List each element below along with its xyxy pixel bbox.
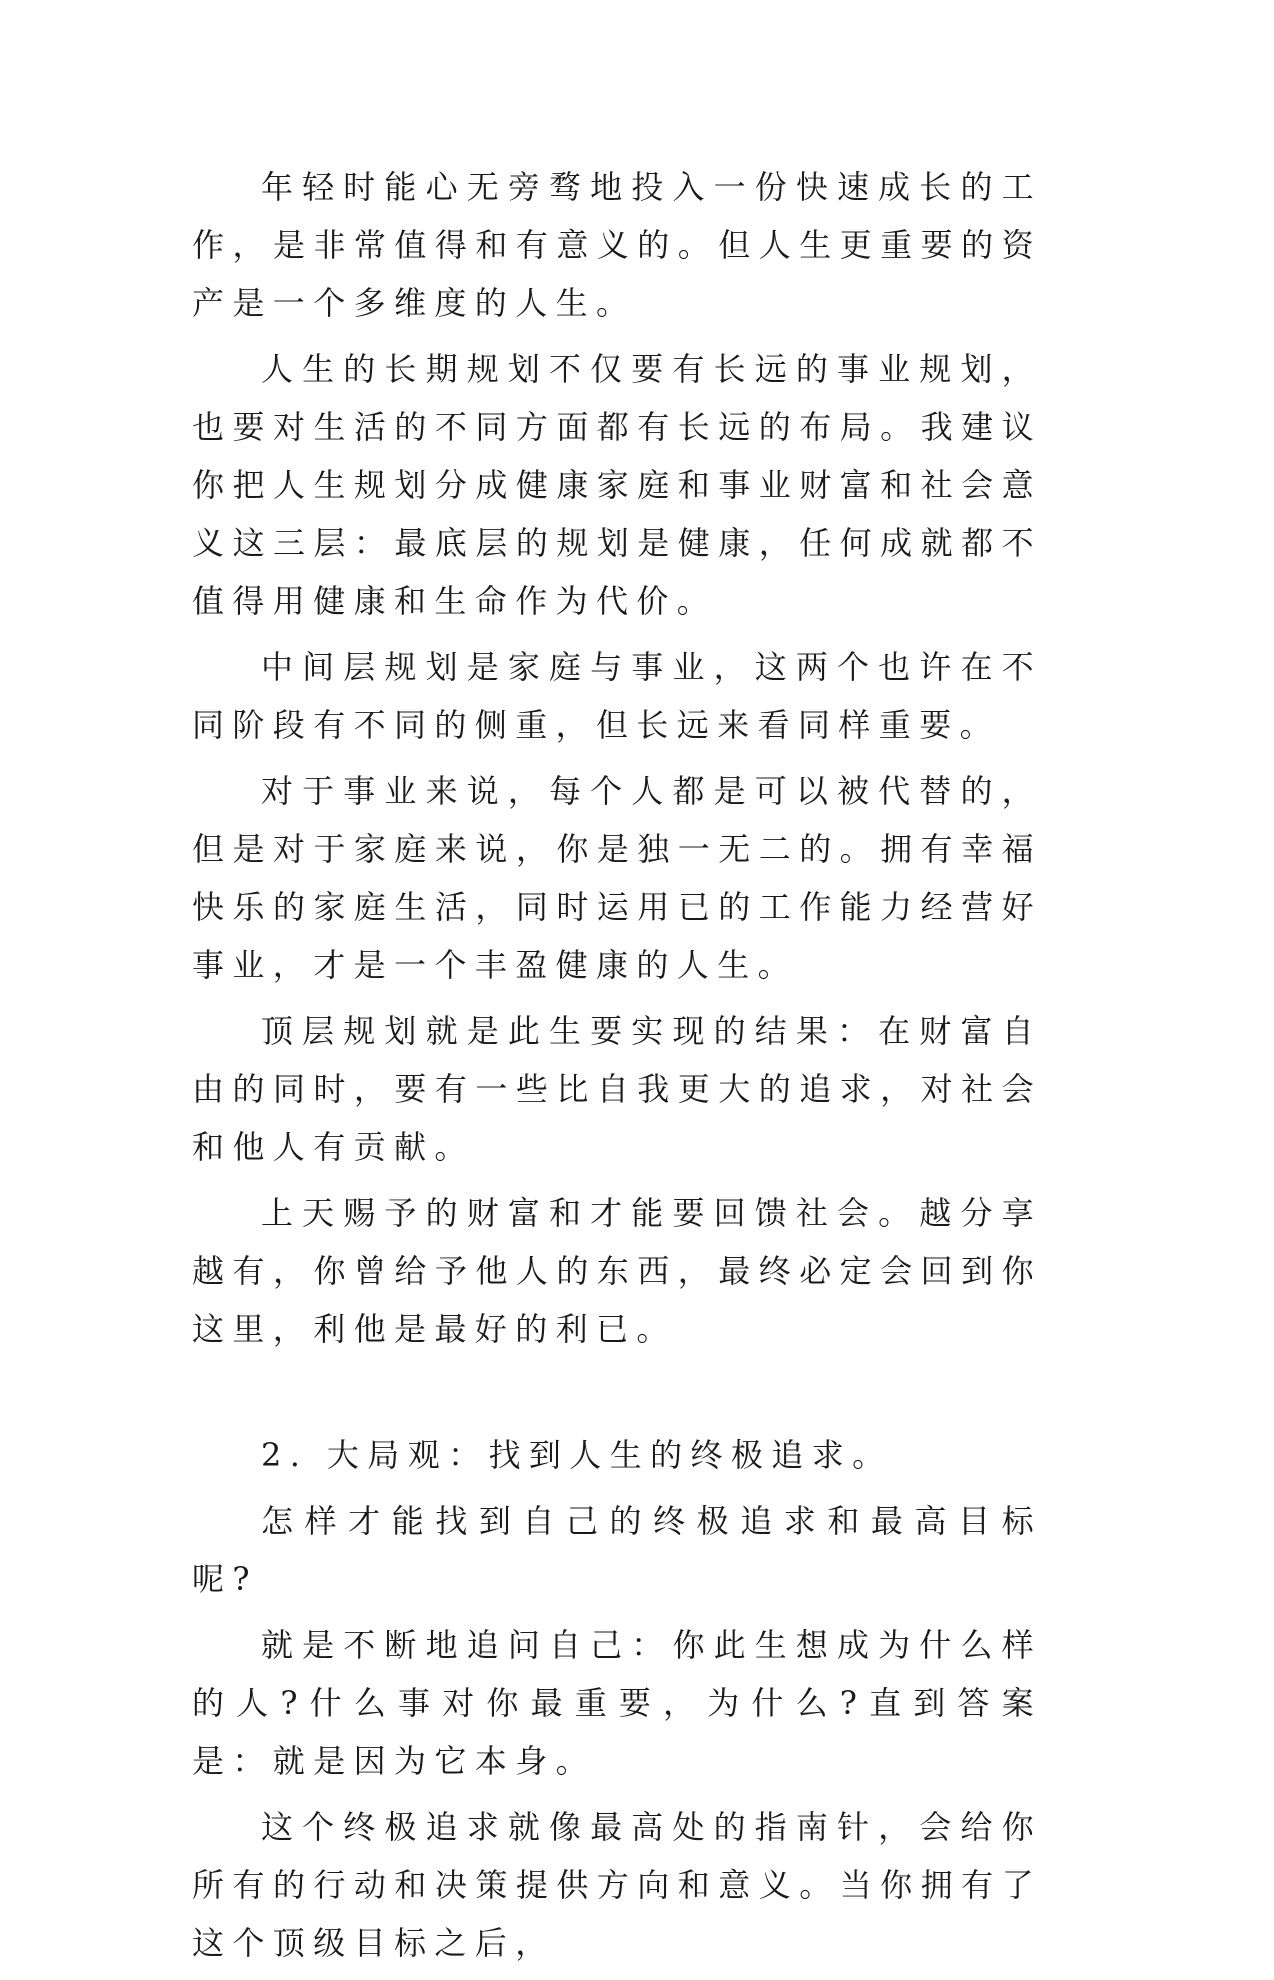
paragraph-young-work: 年轻时能心无旁骛地投入一份快速成长的工作，是非常值得和有意义的。但人生更重要的资产是一个多维度的人生。 (192, 168, 1042, 322)
paragraph-give-back: 上天赐予的财富和才能要回馈社会。越分享越有，你曾给予他人的东西，最终必定会回到你这里，利他是最好的利已。 (192, 1194, 1042, 1348)
paragraph-compass: 这个终极追求就像最高处的指南针，会给你所有的行动和决策提供方向和意义。当你拥有了这个顶级目标之后， (192, 1808, 1042, 1962)
paragraph-keep-asking: 就是不断地追问自己：你此生想成为什么样的人?什么事对你最重要，为什么?直到答案是：就是因为它本身。 (192, 1626, 1042, 1780)
paragraph-middle-layer: 中间层规划是家庭与事业，这两个也许在不同阶段有不同的侧重，但长远来看同样重要。 (192, 648, 1042, 744)
section-heading-big-picture: 2. 大局观：找到人生的终极追求。 (261, 1436, 893, 1474)
document-page (192, 158, 1042, 1980)
paragraph-long-term-planning: 人生的长期规划不仅要有长远的事业规划，也要对生活的不同方面都有长远的布局。我建议你把人生规划分成健康家庭和事业财富和社会意义这三层：最底层的规划是健康，任何成就都不值得用健康和生命作为代价。 (192, 350, 1042, 620)
paragraph-top-layer: 顶层规划就是此生要实现的结果：在财富自由的同时，要有一些比自我更大的追求，对社会和他人有贡献。 (192, 1012, 1042, 1166)
paragraph-question: 怎样才能找到自己的终极追求和最高目标呢? (192, 1502, 1042, 1598)
paragraph-career-family: 对于事业来说，每个人都是可以被代替的，但是对于家庭来说，你是独一无二的。拥有幸福快乐的家庭生活，同时运用已的工作能力经营好事业，才是一个丰盈健康的人生。 (192, 772, 1042, 984)
